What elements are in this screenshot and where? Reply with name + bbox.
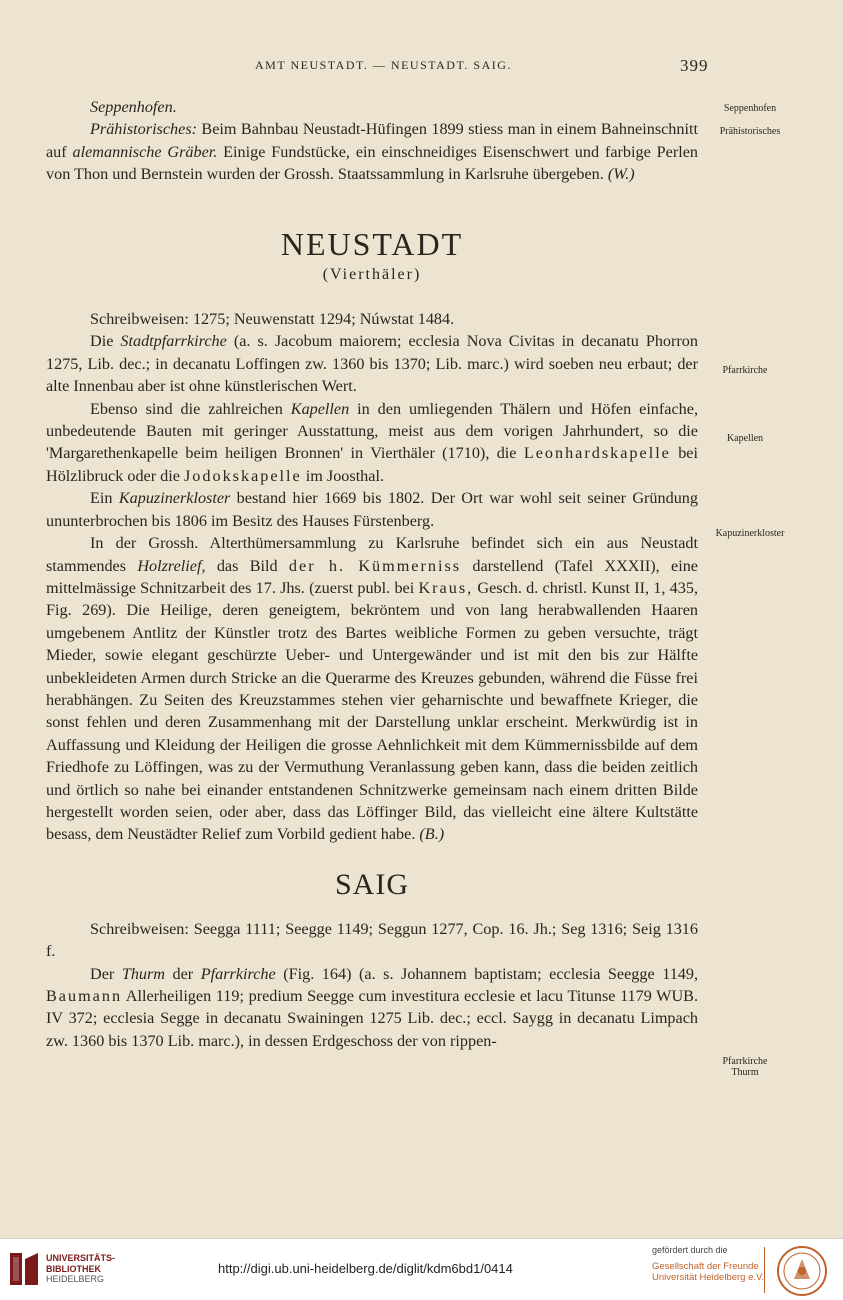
text-run: Einige Fundstücke, ein einschneidiges Eisenschwert und farbige Perlen von Thon und Bernstein wurden der Grossh. Staatssammlung in Karlsruhe übergeben.: [46, 142, 698, 184]
margin-note-kapellen: Kapellen: [726, 433, 764, 444]
spaced-run: Leonhardskapelle: [523, 444, 671, 463]
permalink-url[interactable]: http://digi.ub.uni-heidelberg.de/diglit/kdm6bd1/0414: [218, 1261, 513, 1276]
text-run: Beim Bahnbau Neustadt-Hüfingen 1899 stiess man in einem Bahneinschnitt auf: [46, 120, 698, 161]
text-run: Ebenso sind die zahlreichen: [90, 399, 291, 418]
university-library-logo-icon: [8, 1249, 40, 1289]
text-run: bestand hier 1669 bis 1802. Der Ort war wohl seit seiner Gründung ununterbrochen bis 1806 im Besitz des Hauses Fürstenberg.: [46, 489, 698, 530]
paragraph-thurm: [46, 963, 698, 1053]
heading-neustadt: NEUSTADT: [280, 225, 464, 262]
paragraph-schreibweisen-neustadt: Schreibweisen: 1275; Neuwenstatt 1294; Núwstat 1484.: [90, 310, 455, 329]
margin-note-prahistorisches: Prähistorisches: [719, 126, 781, 137]
text-run: Allerheiligen 119; predium Seegge cum investitura ecclesie et lacu Titunse 1179 WUB. IV 372; ecclesia Segge in decanatu Swainingen 1275 Lib. dec.; eccl. Saygg in decanatu Limpach zw. 1360 bis 1370 Lib. marc.), in dessen Erdgeschoss der von rippen-: [46, 987, 698, 1050]
text-run: Ein: [90, 489, 119, 508]
paragraph-kapuzinerkloster: [46, 487, 698, 532]
funded-by-label: gefördert durch die: [652, 1245, 728, 1255]
university-library-name[interactable]: [46, 1253, 115, 1285]
subheading-vierthaler: (Vierthäler): [322, 265, 422, 283]
prahistorisches-label: Prähistorisches:: [90, 120, 198, 139]
text-run: im Joosthal.: [301, 466, 385, 485]
seppenhofen-title: Seppenhofen.: [90, 98, 177, 116]
emphasis-run: Holzrelief,: [137, 556, 206, 575]
margin-note-pfarrkirche-2: Pfarrkirche: [722, 1056, 768, 1067]
paragraph-holzrelief: [46, 532, 698, 846]
running-head: AMT NEUSTADT. — NEUSTADT. SAIG.: [255, 58, 512, 72]
paragraph-kapellen: [46, 398, 698, 488]
spaced-run: Kraus,: [418, 578, 474, 597]
paragraph-schreibweisen-saig: Schreibweisen: Seegga 1111; Seegge 1149; Seggun 1277, Cop. 16. Jh.; Seg 1316; Seig 1316 f.: [46, 919, 698, 961]
margin-note-seppenhofen: Seppenhofen: [723, 103, 777, 114]
uni-name-line-1: UNIVERSITÄTS-: [46, 1253, 116, 1263]
paragraph-stadtpfarrkirche: [46, 330, 698, 397]
text-run: das Bild: [205, 556, 289, 575]
spaced-run: der h. Kümmerniss: [288, 556, 462, 575]
text-run: der: [165, 964, 201, 983]
text-run: In der Grossh. Alterthümersammlung zu Karlsruhe befindet sich ein aus Neustadt stammendes: [46, 534, 698, 575]
text-run: darstellend (Tafel XXXII), eine mittelmässige Schnitzarbeit des 17. Jhs. (zuerst publ. bei: [46, 556, 698, 597]
spaced-run: Baumann: [46, 987, 123, 1005]
paragraph-prahistorisches: [46, 118, 698, 185]
text-run: (Fig. 164) (a. s. Johannem baptistam; ecclesia Seegge 1149,: [275, 964, 699, 983]
text-run: Die: [90, 332, 121, 351]
heading-saig: SAIG: [334, 867, 409, 901]
emphasis-run: alemannische Gräber.: [72, 142, 218, 161]
emphasis-run: Kapellen: [290, 399, 350, 418]
emphasis-run: Thurm: [121, 964, 165, 983]
page-header: [0, 56, 843, 76]
margin-note-pfarrkirche: Pfarrkirche: [722, 365, 768, 376]
section-title-seppenhofen: [46, 96, 698, 118]
text-run: Der: [90, 964, 122, 983]
body-text: [46, 96, 698, 1052]
page-number: 399: [680, 56, 709, 75]
society-line-2: Universität Heidelberg e.V.: [652, 1272, 765, 1283]
author-signature: (B.): [419, 825, 445, 844]
text-run: bei Hölzlibruck oder die: [46, 444, 698, 485]
text-run: (a. s. Jacobum maiorem; ecclesia Nova Civitas in decanatu Phorron 1275, Lib. dec.; in decanatu Loffingen zw. 1360 bis 1370; Lib. marc.) wird soeben neu erbaut; der alte Innenbau aber ist ohne künstlerischen Wert.: [46, 332, 698, 396]
uni-name-line-3: HEIDELBERG: [46, 1274, 105, 1284]
author-signature: (W.): [607, 165, 635, 184]
footer-divider: [764, 1247, 765, 1293]
margin-note-thurm: Thurm: [731, 1067, 759, 1078]
society-line-1: Gesellschaft der Freunde: [652, 1261, 759, 1272]
emphasis-run: Stadtpfarrkirche: [120, 332, 227, 351]
digitization-footer: [0, 1238, 843, 1300]
uni-name-line-2: BIBLIOTHEK: [46, 1263, 101, 1274]
emphasis-run: Pfarrkirche: [200, 964, 276, 983]
margin-note-kapuzinerkloster: Kapuzinerkloster: [715, 528, 785, 539]
text-run: in den umliegenden Thälern und Höfen einfache, unbedeutende Bauten mit geringer Ausstattung, meist aus dem vorigen Jahrhundert, so die 'Margarethenkapelle beim heiligen Bronnen' in Vierthäler (1710), die: [46, 399, 698, 463]
society-name[interactable]: [652, 1261, 764, 1283]
text-run: Gesch. d. christl. Kunst II, 1, 435, Fig. 269). Die Heilige, deren geneigtem, bekröntem und von lang herabwallenden Haaren umgebenem Antlitz der Künstler trotz des Bartes weibliche Formen zu geben versuchte, trägt Mieder, sowie elegant geschürzte Ueber- und Untergewänder und ist mit den bis zur Hälfte unbekleideten Armen durch Stricke an die Querarme des Kreuzes gebunden, während die Füsse frei herabhängen. Zu Seiten des Kreuzstammes stehen vier geharnischte und bewaffnete Krieger, die sonst fehlen und deren Zusammenhang mit der Darstellung unklar erscheint. Merkwürdig ist in Auffassung und Kleidung der Heiligen die grosse Aehnlichkeit mit dem Kümmernissbilde auf dem Friedhofe zu Löffingen, was zu der Vermuthung Veranlassung geben kann, dass die beiden zeitlich und örtlich so nahe bei einander entstandenen Schnitzwerke gemeinsam nach einem dritten Bilde hergestellt worden seien, oder aber, dass das Löffinger Bild, das vielleicht eine ältere Kultstätte besass, dem Neustädter Relief zum Vorbild gedient habe.: [46, 578, 699, 844]
emphasis-run: Kapuzinerkloster: [118, 489, 231, 508]
spaced-run: Jodokskapelle: [184, 466, 302, 485]
margin-note-pfarrkirche-thurm: [700, 1056, 790, 1078]
university-seal-icon: [776, 1245, 828, 1297]
